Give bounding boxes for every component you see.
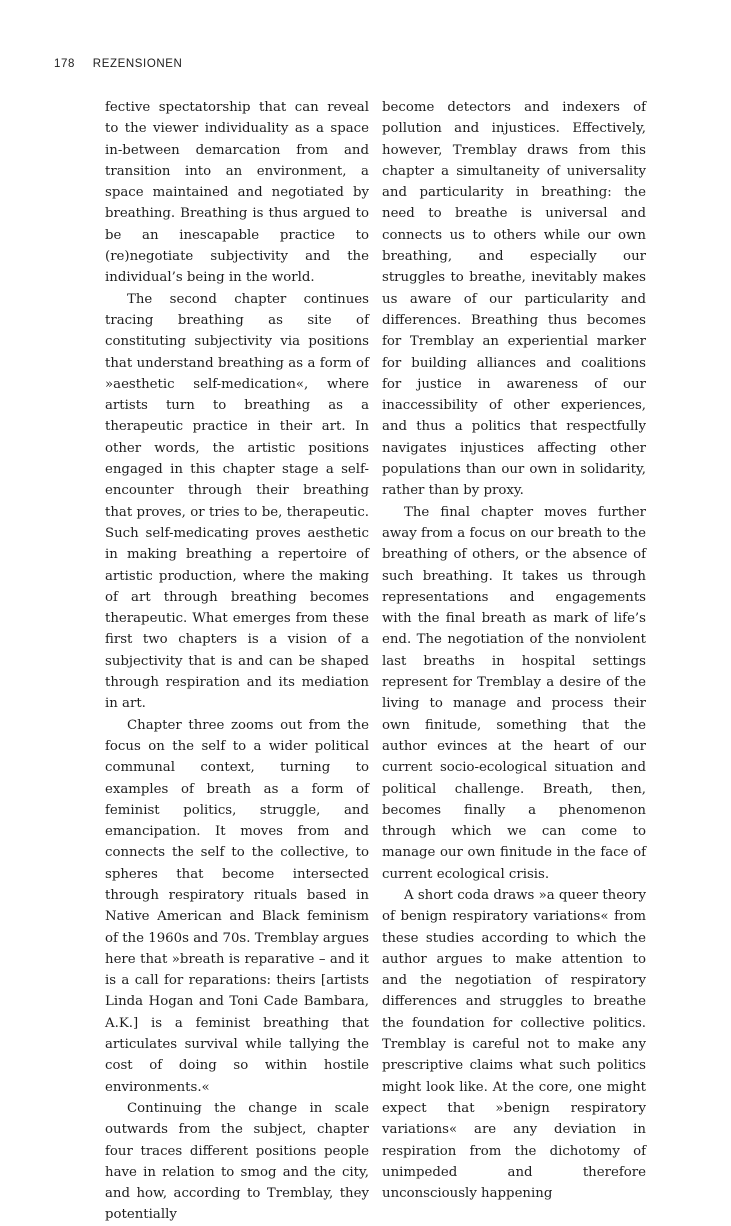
paragraph: A short coda draws »a queer theory of benign respiratory variations« from these studies according to which the author argues to make attention to and the negotiation of respiratory differences and struggles to breathe the foundation for collective politics. Tremblay is careful not to make any prescriptive claims what such politics might look like. At the core, one might expect that »benign respiratory variations« are any deviation in respiration from the dichotomy of unimpeded and therefore unconsciously happening: [382, 887, 646, 1202]
paragraph: The final chapter moves further away from a focus on our breath to the breathing of others, or the absence of such breathing. It takes us through representations and engagements with the final breath as mark of life’s end. The negotiation of the nonviolent last breaths in hospital settings represent for Tremblay a desire of the living to manage and process their own finitude, something that the author evinces at the heart of our current socio-ecological situation and political challenge. Breath, then, becomes finally a phenomenon through which we can come to manage our own finitude in the face of current ecological crisis.: [382, 504, 646, 882]
right-column: [382, 97, 646, 1204]
paragraph: Continuing the change in scale outwards from the subject, chapter four traces different positions people have in relation to smog and the city, and how, according to Tremblay, they potentially: [105, 1100, 369, 1223]
paragraph: become detectors and indexers of pollution and injustices. Effectively, however, Tremblay draws from this chapter a simultaneity of universality and particularity in breathing: the need to breathe is universal and connects us to others while our own breathing, and especially our struggles to breathe, inevitably makes us aware of our particularity and differences. Breathing thus becomes for Tremblay an experiential marker for building alliances and coalitions for justice in awareness of our inaccessibility of other experiences, and thus a politics that respectfully navigates injustices affecting other populations than our own in solidarity, rather than by proxy.: [382, 100, 646, 499]
running-header: [54, 58, 182, 70]
paragraph: fective spectatorship that can reveal to the viewer individuality as a space in-between demarcation from and transition into an environment, a space maintained and negotiated by breathing. Breathing is thus argued to be an inescapable practice to (re)negotiate subjectivity and the individual’s being in the world.: [105, 100, 369, 286]
section-title: REZENSIONEN: [92, 58, 183, 70]
left-column: [105, 97, 369, 1226]
paragraph: The second chapter continues tracing breathing as site of constituting subjectivity via positions that understand breathing as a form of »aesthetic self-medication«, where artists turn to breathing as a therapeutic practice in their art. In other words, the artistic positions engaged in this chapter stage a self-encounter through their breathing that proves, or tries to be, therapeutic. Such self-medicating proves aesthetic in making breathing a repertoire of artistic production, where the making of art through breathing becomes therapeutic. What emerges from these first two chapters is a vision of a subjectivity that is and can be shaped through respiration and its mediation in art.: [105, 291, 369, 712]
paragraph: Chapter three zooms out from the focus on the self to a wider political communal context, turning to examples of breath as a form of feminist politics, struggle, and emancipation. It moves from and connects the self to the collective, to spheres that become intersected through respiratory rituals based in Native American and Black feminism of the 1960s and 70s. Tremblay argues here that »breath is reparative – and it is a call for reparations: theirs [artists Linda Hogan and Toni Cade Bambara, A.K.] is a feminist breathing that articulates survival while tallying the cost of doing so within hostile environments.«: [105, 717, 369, 1095]
page-number: 178: [54, 58, 75, 70]
